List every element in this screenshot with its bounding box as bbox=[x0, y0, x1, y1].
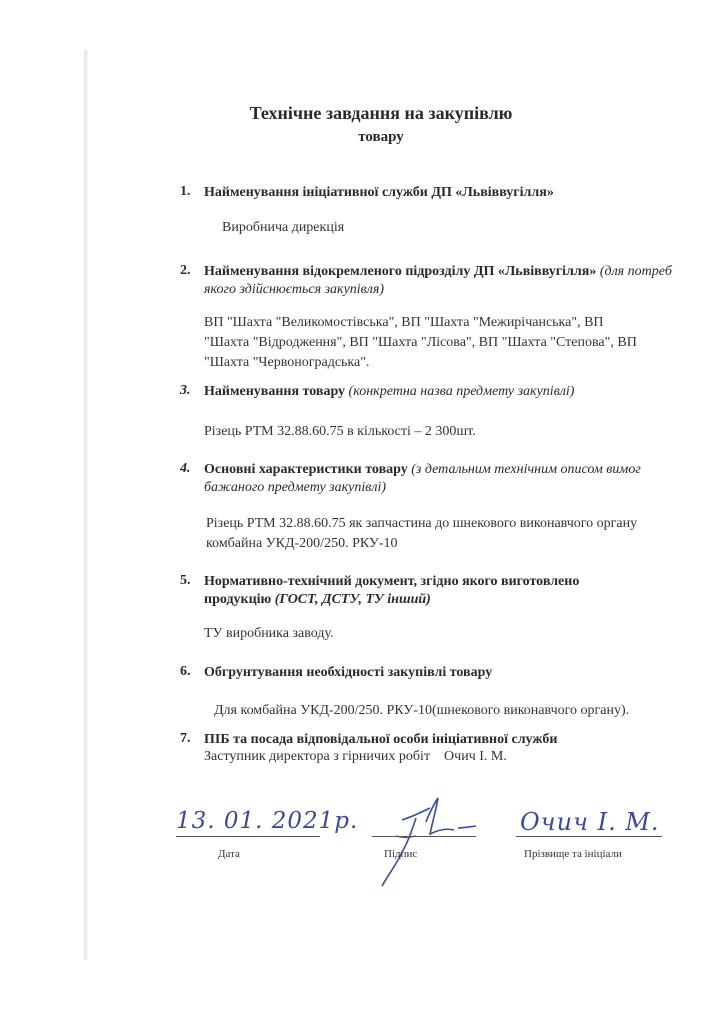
section-heading bbox=[204, 184, 690, 202]
section-7-body: Заступник директора з гірничих робіт Очич І. М. bbox=[204, 749, 507, 764]
body-line: комбайна УКД-200/250. РКУ-10 bbox=[206, 536, 398, 551]
section-heading bbox=[204, 664, 690, 682]
section-heading-note: (для потреб якого здійснюється закупівля) bbox=[204, 264, 672, 297]
date-label: Дата bbox=[218, 848, 240, 860]
document-subtitle: товару bbox=[358, 129, 404, 145]
section-6-body: Для комбайна УКД-200/250. РКУ-10(шнекового виконавчого органу). bbox=[214, 703, 630, 718]
section-heading-text: Найменування ініціативної служби ДП «Львіввугілля» bbox=[204, 185, 554, 200]
name-line bbox=[516, 836, 662, 837]
name-label: Прізвище та ініціали bbox=[524, 848, 622, 860]
signature-line bbox=[372, 836, 476, 837]
signature-scribble-icon bbox=[372, 790, 482, 890]
section-number: 3. bbox=[180, 383, 191, 398]
section-3 bbox=[180, 383, 690, 401]
handwritten-date: 13. 01. 2021р. bbox=[176, 808, 359, 834]
section-4-body bbox=[206, 514, 637, 554]
section-heading-text: Найменування товару bbox=[204, 384, 346, 399]
document-title: Технічне завдання на закупівлю bbox=[249, 103, 513, 123]
handwritten-name: Очич І. М. bbox=[520, 808, 660, 836]
signature-label: Підпис bbox=[384, 848, 418, 860]
section-2 bbox=[180, 263, 690, 299]
body-line: "Шахта "Червоноградська". bbox=[204, 355, 370, 370]
section-2-body bbox=[204, 313, 690, 373]
section-5 bbox=[180, 573, 690, 609]
section-heading-text: ПІБ та посада відповідальної особи ініціативної служби bbox=[204, 732, 558, 747]
section-heading-note: (ГОСТ, ДСТУ, ТУ інший) bbox=[274, 592, 431, 607]
section-number: 4. bbox=[180, 461, 191, 476]
section-1 bbox=[180, 184, 690, 202]
section-heading-text: Нормативно-технічний документ, згідно якого виготовлено продукцію bbox=[204, 574, 580, 607]
section-heading-text: Основні характеристики товару bbox=[204, 462, 408, 477]
document-title-block bbox=[38, 101, 724, 149]
section-heading bbox=[204, 383, 690, 401]
body-line: ВП "Шахта "Великомостівська", ВП "Шахта "Межирічанська", ВП bbox=[204, 315, 604, 330]
signature-block bbox=[0, 790, 724, 900]
section-6 bbox=[180, 664, 690, 682]
section-number: 2. bbox=[180, 263, 191, 278]
section-heading bbox=[204, 263, 690, 299]
section-number: 6. bbox=[180, 664, 191, 679]
section-number: 7. bbox=[180, 731, 191, 746]
section-heading bbox=[204, 573, 644, 609]
section-heading-note: (з детальним технічним описом вимог бажаного предмету закупівлі) bbox=[204, 462, 641, 495]
section-heading bbox=[204, 461, 684, 497]
body-line: "Шахта "Відродження", ВП "Шахта "Лісова", ВП "Шахта "Степова", ВП bbox=[204, 335, 637, 350]
section-5-body: ТУ виробника заводу. bbox=[204, 626, 334, 641]
section-number: 5. bbox=[180, 573, 191, 588]
section-heading-text: Найменування відокремленого підрозділу ДП «Львіввугілля» bbox=[204, 264, 597, 279]
section-1-body: Виробнича дирекція bbox=[222, 220, 345, 235]
section-4 bbox=[180, 461, 690, 497]
date-line bbox=[176, 836, 320, 837]
section-heading-text: Обгрунтування необхідності закупівлі товару bbox=[204, 665, 493, 680]
body-line: Різець РТМ 32.88.60.75 як запчастина до шнекового виконавчого органу bbox=[206, 516, 638, 531]
section-number: 1. bbox=[180, 184, 191, 199]
section-heading-note: (конкретна назва предмету закупівлі) bbox=[348, 384, 575, 399]
section-3-body: Різець РТМ 32.88.60.75 в кількості – 2 300шт. bbox=[204, 424, 476, 439]
